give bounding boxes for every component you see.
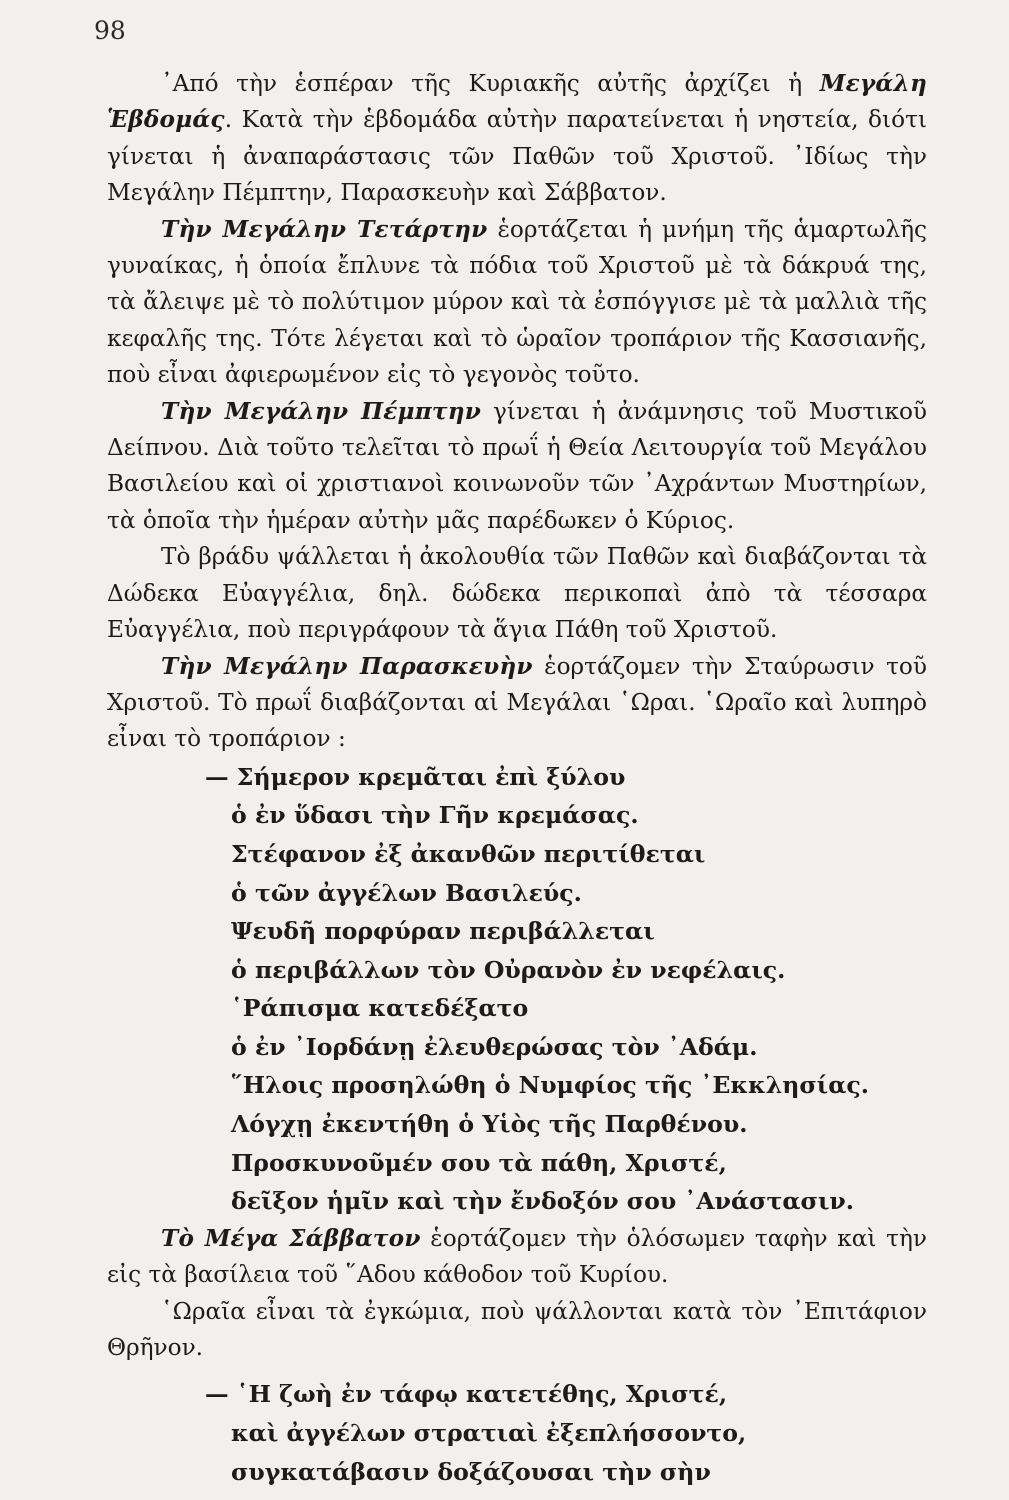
hymn-line: ὁ ἐν ὕδασι τὴν Γῆν κρεμάσας. [231, 801, 639, 830]
hymn-line: Λόγχῃ ἐκεντήθη ὁ Υἱὸς τῆς Παρθένου. [231, 1110, 748, 1139]
hymn-line: συγκατάβασιν δοξάζουσαι τὴν σὴν [231, 1457, 711, 1486]
paragraph-2-emphasis: Τὴν Μεγάλην Τετάρτην [161, 215, 488, 243]
hymn-line: — Σήμερον κρεμᾶται ἐπὶ ξύλου [205, 762, 626, 791]
paragraph-7-text: ῾Ωραῖα εἶναι τὰ ἐγκώμια, ποὺ ψάλλονται κατὰ τὸν ᾿Επιτάφιον Θρῆνον. [107, 1297, 927, 1362]
paragraph-5-emphasis: Τὴν Μεγάλην Παρασκευὴν [161, 652, 533, 680]
paragraph-3 [107, 394, 927, 540]
paragraph-4 [107, 539, 927, 648]
hymn-line: ὁ τῶν ἀγγέλων Βασιλεύς. [231, 878, 582, 907]
paragraph-1 [107, 66, 927, 212]
paragraph-7 [107, 1294, 927, 1367]
paragraph-1-text-a: ᾿Από τὴν ἑσπέραν τῆς Κυριακῆς αὐτῆς ἀρχίζει ἡ [161, 70, 820, 97]
paragraph-4-text: Τὸ βράδυ ψάλλεται ἡ ἀκολουθία τῶν Παθῶν καὶ διαβάζονται τὰ Δώδεκα Εὐαγγέλια, δηλ. δώδεκα περικοπαὶ ἀπὸ τὰ τέσσαρα Εὐαγγέλια, ποὺ περιγράφουν τὰ ἅγια Πάθη τοῦ Χριστοῦ. [107, 543, 927, 644]
hymn-line: δεῖξον ἡμῖν καὶ τὴν ἔνδοξόν σου ᾿Ανάστασιν. [231, 1187, 854, 1216]
hymn-line: ῾Ράπισμα κατεδέξατο [231, 994, 529, 1023]
paragraph-6-text: ἑορτάζομεν τὴν ὁλόσωμεν ταφὴν καὶ τὴν εἰς τὰ βασίλεια τοῦ ῞Αδου κάθοδον τοῦ Κυρίου. [107, 1224, 927, 1289]
paragraph-3-text: γίνεται ἡ ἀνάμνησις τοῦ Μυστικοῦ Δείπνου. Διὰ τοῦτο τελεῖται τὸ πρωΐ ἡ Θεία Λειτουργία τοῦ Μεγάλου Βασιλείου καὶ οἱ χριστιανοὶ κοινωνοῦν τῶν ᾿Αχράντων Μυστηρίων, τὰ ὁποῖα τὴν ἡμέραν αὐτὴν μᾶς παρέδωκεν ὁ Κύριος. [107, 397, 928, 534]
paragraph-6 [107, 1221, 927, 1294]
hymn-line: Προσκυνοῦμέν σου τὰ πάθη, Χριστέ, [231, 1148, 727, 1177]
hymn-line: ὁ περιβάλλων τὸν Οὐρανὸν ἐν νεφέλαις. [231, 955, 786, 984]
paragraph-3-emphasis: Τὴν Μεγάλην Πέμπτην [161, 397, 482, 425]
hymn-line: Στέφανον ἐξ ἀκανθῶν περιτίθεται [231, 839, 706, 868]
paragraph-5-text: ἑορτάζομεν τὴν Σταύρωσιν τοῦ Χριστοῦ. Τὸ πρωΐ διαβάζονται αἱ Μεγάλαι ῾Ωραι. ῾Ωραῖο καὶ λυπηρὸ εἶναι τὸ τροπάριον : [107, 652, 927, 753]
hymn-life-in-the-tomb [107, 1375, 927, 1491]
page-body [107, 66, 927, 1491]
paragraph-5 [107, 649, 927, 758]
paragraph-6-emphasis: Τὸ Μέγα Σάββατον [161, 1224, 421, 1252]
paragraph-1-emphasis: Μεγάλη Ἑβδομάς [107, 70, 927, 134]
hymn-line: καὶ ἀγγέλων στρατιαὶ ἐξεπλήσσοντο, [231, 1419, 747, 1448]
paragraph-2 [107, 212, 927, 394]
paragraph-1-text-b: . Κατὰ τὴν ἑβδομάδα αὐτὴν παρατείνεται ἡ νηστεία, διότι γίνεται ἡ ἀναπαράστασις τῶν Παθῶν τοῦ Χριστοῦ. ᾿Ιδίως τὴν Μεγάλην Πέμπτην, Παρασκευὴν καὶ Σάββατον. [107, 106, 927, 207]
hymn-line: — ῾Η ζωὴ ἐν τάφῳ κατετέθης, Χριστέ, [205, 1380, 728, 1409]
hymn-line: ῞Ηλοις προσηλώθη ὁ Νυμφίος τῆς ᾿Εκκλησίας. [231, 1071, 869, 1100]
hymn-today-he-is-suspended [107, 758, 927, 1221]
hymn-line: Ψευδῆ πορφύραν περιβάλλεται [231, 917, 655, 946]
page-number: 98 [94, 16, 126, 45]
paragraph-2-text: ἑορτάζεται ἡ μνήμη τῆς ἁμαρτωλῆς γυναίκας, ἡ ὁποία ἔπλυνε τὰ πόδια τοῦ Χριστοῦ μὲ τὰ δάκρυά της, τὰ ἄλειψε μὲ τὸ πολύτιμον μύρον καὶ τὰ ἐσπόγγισε μὲ τὰ μαλλιὰ τῆς κεφαλῆς της. Τότε λέγεται καὶ τὸ ὡραῖον τροπάριον τῆς Κασσιανῆς, ποὺ εἶναι ἀφιερωμένον εἰς τὸ γεγονὸς τοῦτο. [107, 215, 928, 389]
hymn-line: ὁ ἐν ᾿Ιορδάνῃ ἐλευθερώσας τὸν ᾿Αδάμ. [231, 1032, 758, 1061]
